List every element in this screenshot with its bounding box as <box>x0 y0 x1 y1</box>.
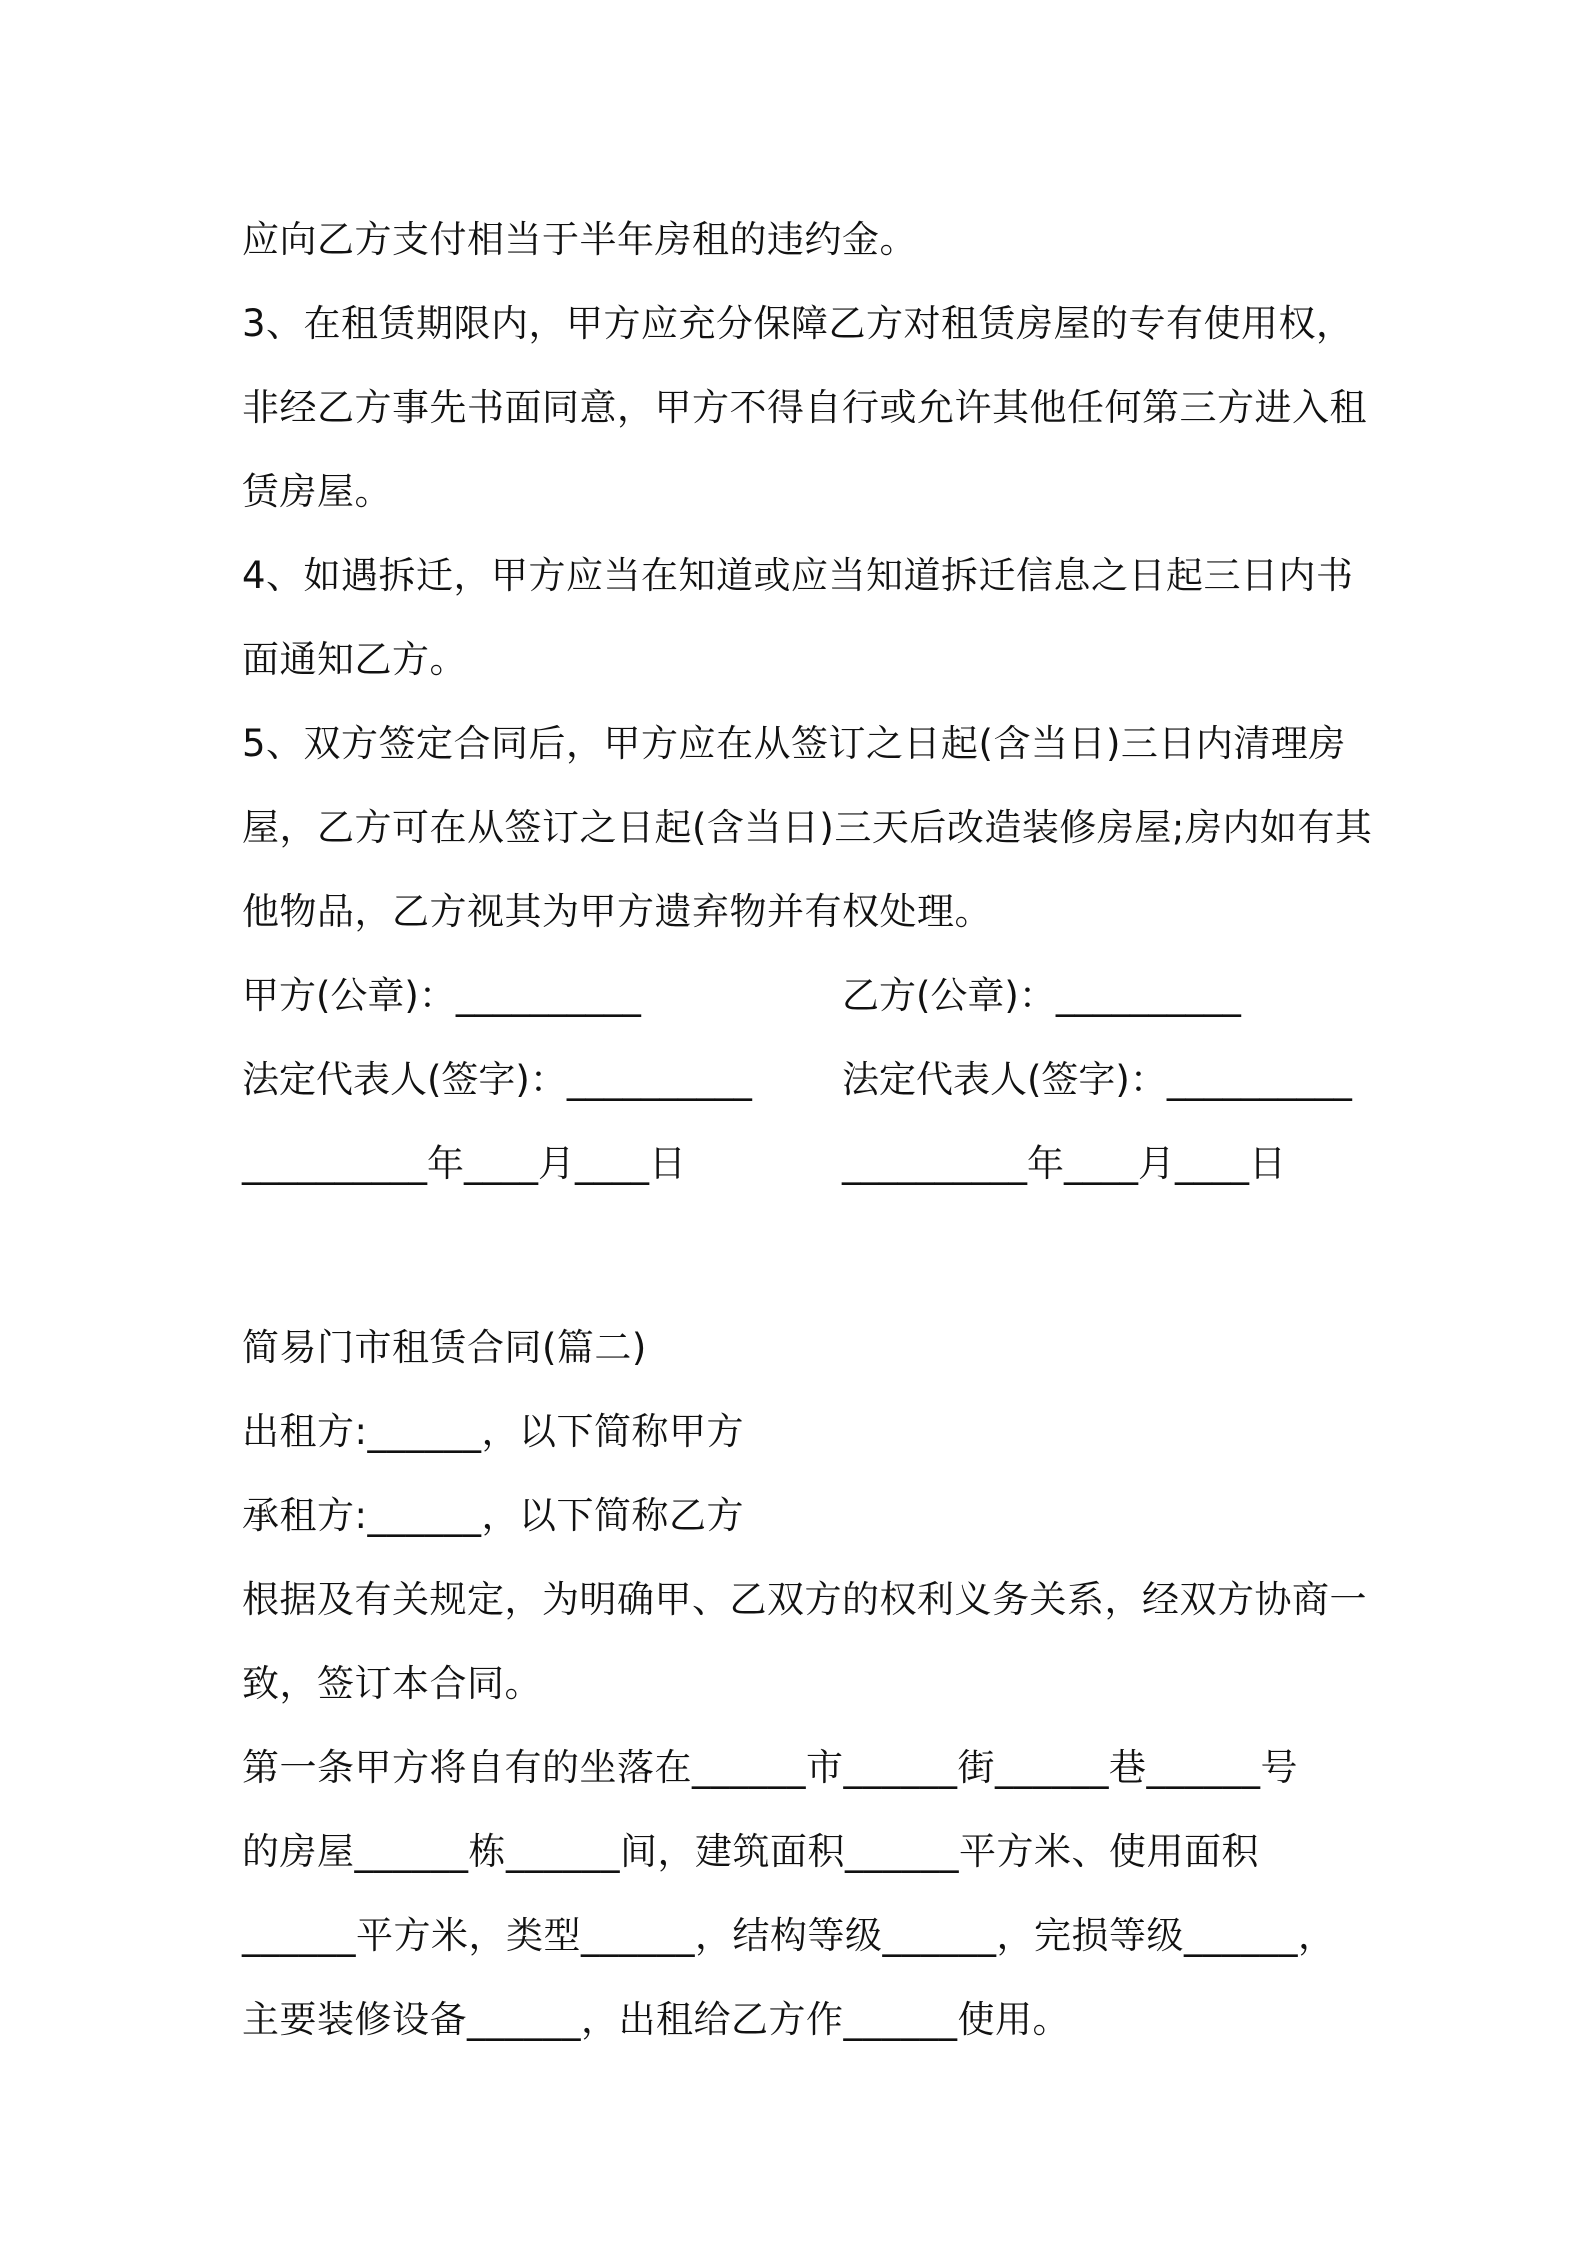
paragraph-line: 主要装修设备______，出租给乙方作______使用。 <box>242 1998 1070 2041</box>
paragraph-line: 5、双方签定合同后，甲方应在从签订之日起(含当日)三日内清理房 <box>242 722 1346 765</box>
paragraph-line: 非经乙方事先书面同意，甲方不得自行或允许其他任何第三方进入租 <box>242 386 1367 429</box>
paragraph-line: 他物品，乙方视其为甲方遗弃物并有权处理。 <box>242 890 992 933</box>
party-a-date-field: __________年____月____日 <box>242 1142 686 1185</box>
signature-row-date <box>242 1122 1362 1206</box>
section-title: 简易门市租赁合同(篇二) <box>242 1326 647 1369</box>
paragraph-line: 4、如遇拆迁，甲方应当在知道或应当知道拆迁信息之日起三日内书 <box>242 554 1354 597</box>
party-b-date-field: __________年____月____日 <box>842 1142 1286 1185</box>
document-body <box>242 198 1373 2062</box>
paragraph-line: 致，签订本合同。 <box>242 1662 542 1705</box>
paragraph-line: 赁房屋。 <box>242 470 392 513</box>
signature-row-representative <box>242 1038 1362 1122</box>
party-b-seal-field: 乙方(公章)：__________ <box>842 974 1241 1017</box>
paragraph-line: 的房屋______栋______间，建筑面积______平方米、使用面积 <box>242 1830 1259 1873</box>
paragraph-line: 出租方:______，以下简称甲方 <box>242 1410 744 1453</box>
party-a-seal-field: 甲方(公章)：__________ <box>242 974 641 1017</box>
signature-row-seal <box>242 954 1362 1038</box>
paragraph-line: 承租方:______，以下简称乙方 <box>242 1494 744 1537</box>
paragraph-line: 第一条甲方将自有的坐落在______市______街______巷______号 <box>242 1746 1298 1789</box>
party-a-representative-field: 法定代表人(签字)：__________ <box>242 1058 752 1101</box>
paragraph-line: 应向乙方支付相当于半年房租的违约金。 <box>242 218 917 261</box>
paragraph-line: 屋，乙方可在从签订之日起(含当日)三天后改造装修房屋;房内如有其 <box>242 806 1373 849</box>
paragraph-line: 面通知乙方。 <box>242 638 467 681</box>
section-spacer <box>242 1206 1362 1306</box>
party-b-representative-field: 法定代表人(签字)：__________ <box>842 1058 1352 1101</box>
paragraph-line: 3、在租赁期限内，甲方应充分保障乙方对租赁房屋的专有使用权， <box>242 302 1354 345</box>
paragraph-line: ______平方米，类型______，结构等级______，完损等级______， <box>242 1914 1336 1957</box>
paragraph-line: 根据及有关规定，为明确甲、乙双方的权利义务关系，经双方协商一 <box>242 1578 1367 1621</box>
